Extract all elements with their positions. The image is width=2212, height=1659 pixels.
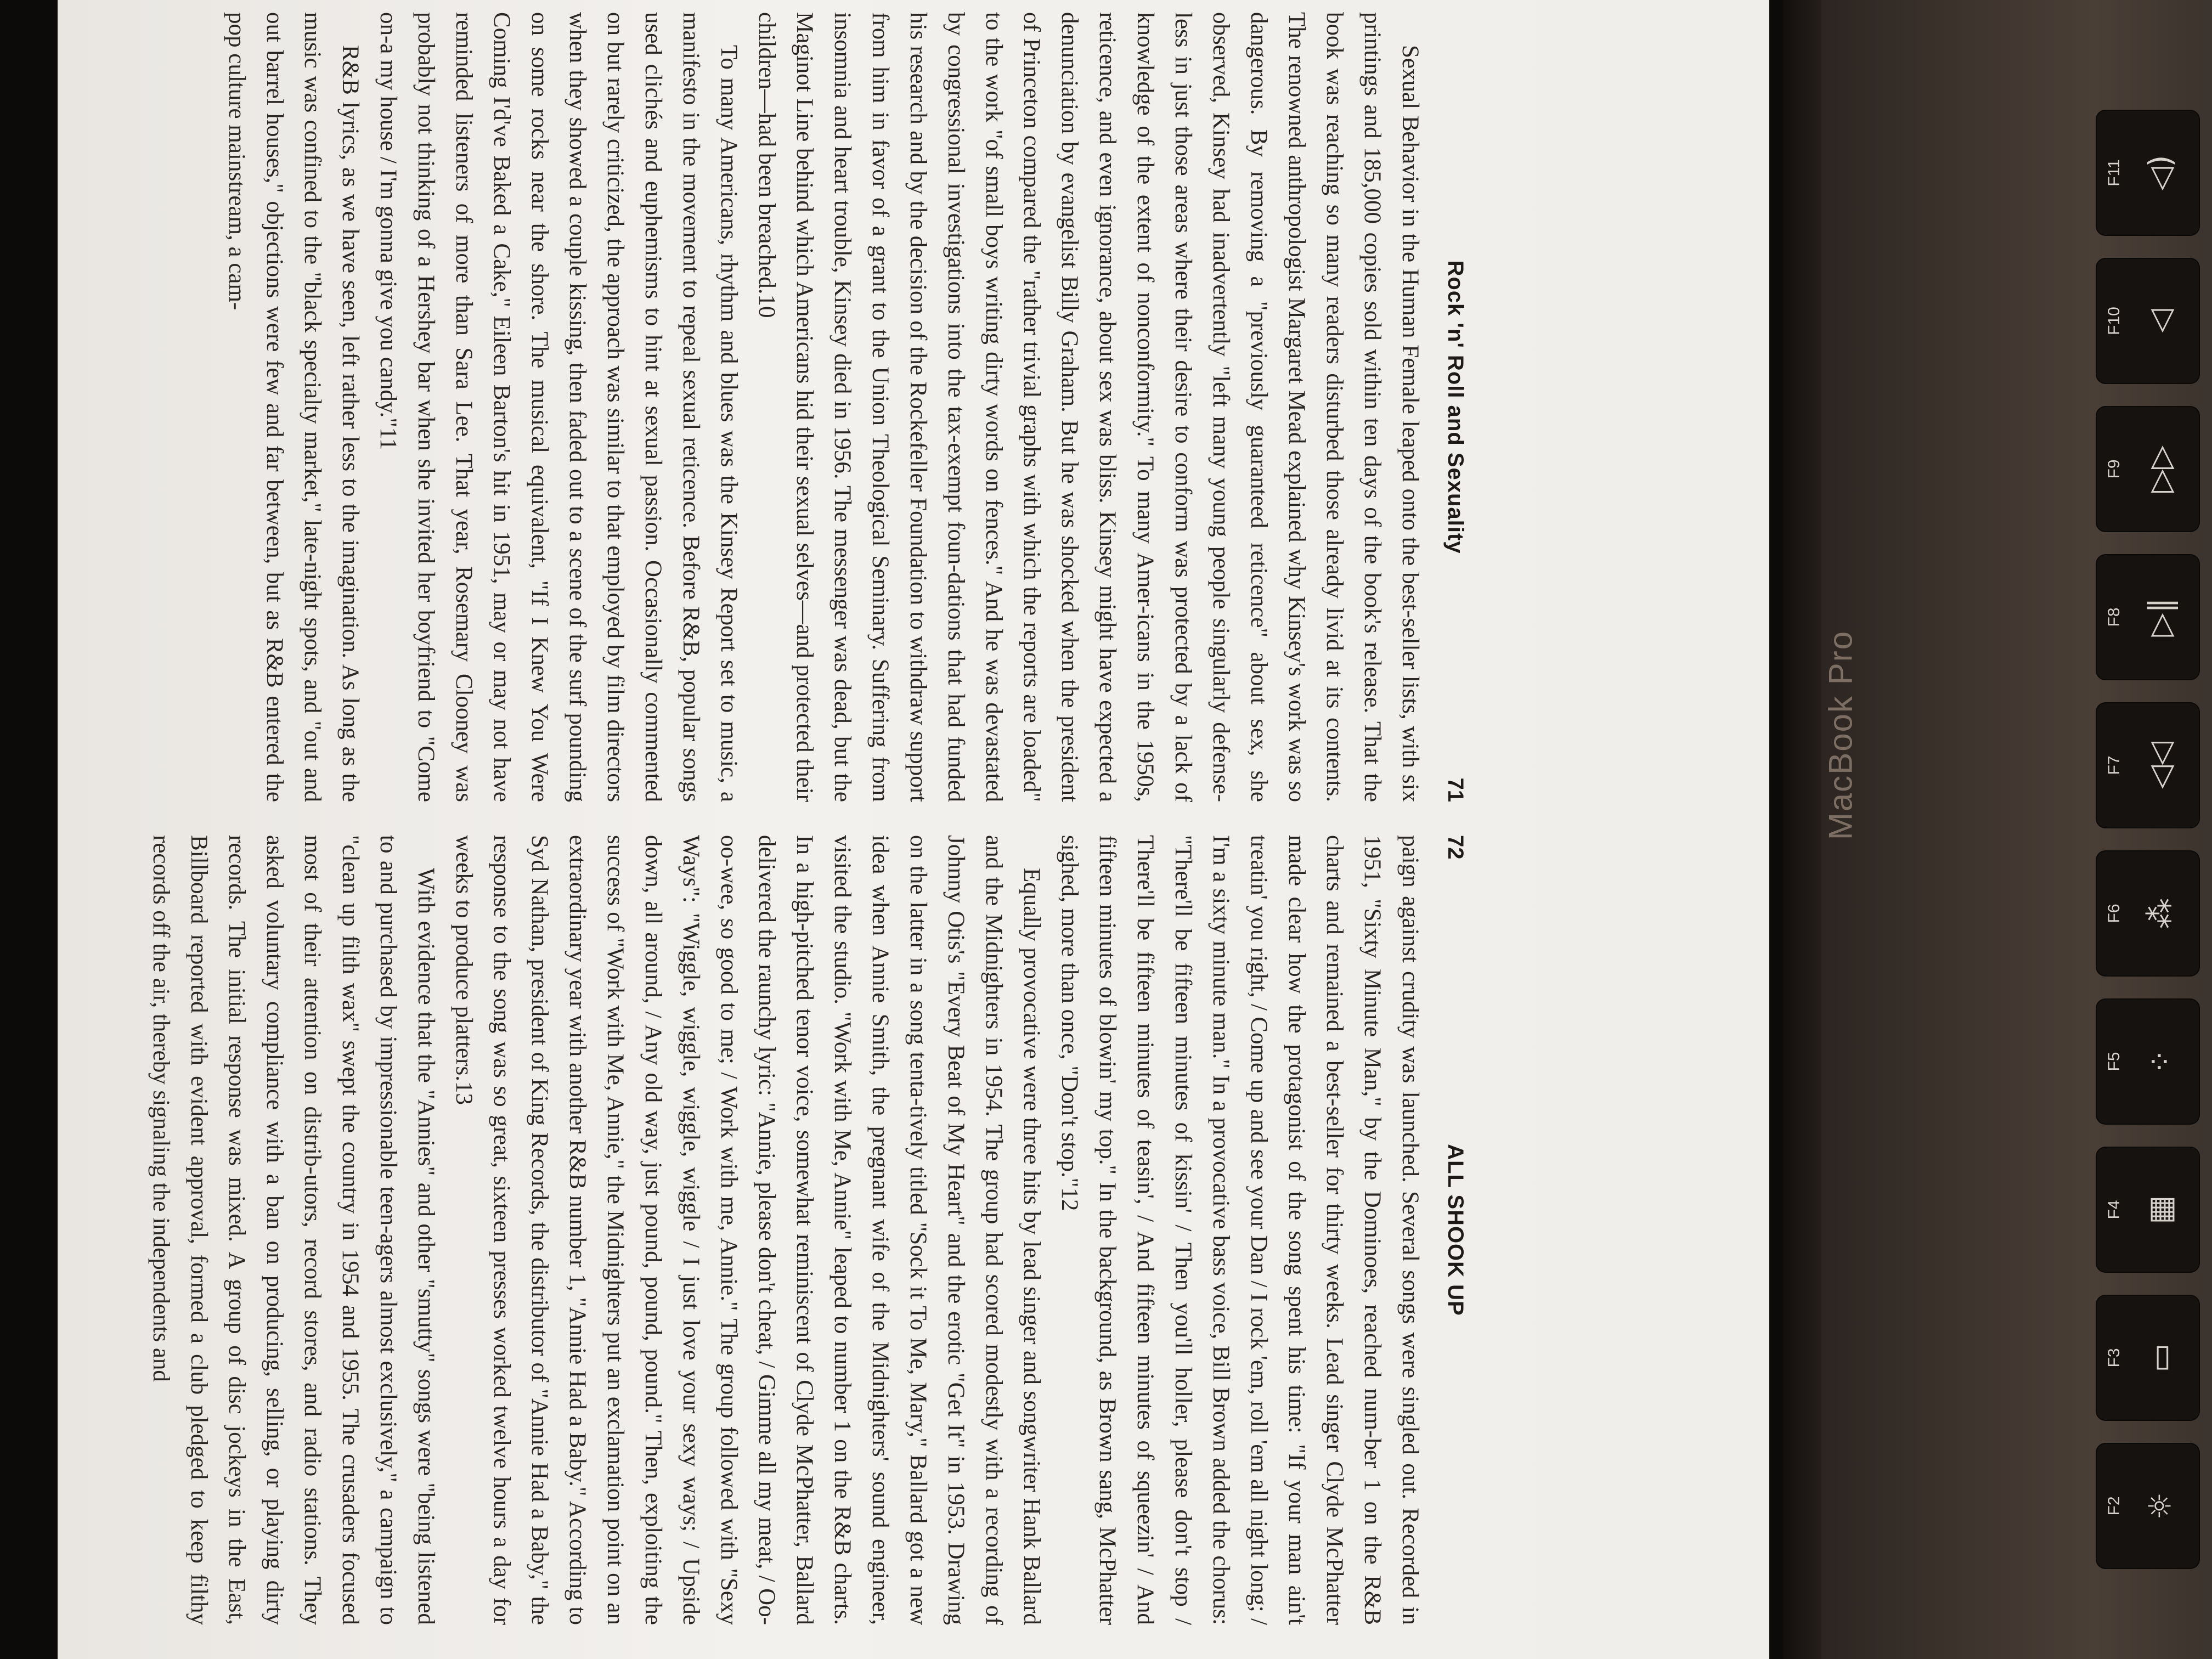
right-page [0,835,1473,1625]
left-running-head-title: Rock 'n' Roll and Sexuality [1443,260,1468,554]
left-page [0,12,1473,802]
key-label: F5 [2105,1052,2124,1071]
volume-down-icon: ◁) [2142,155,2179,191]
mission-control-icon: ▭ [2142,1343,2179,1373]
keyboard-backlight-up-icon: ⁂ [2142,898,2179,929]
key-label: F6 [2105,904,2124,923]
ebook-page-area[interactable] [58,0,1769,1659]
key-f7[interactable] [2096,702,2200,828]
paragraph: To many Americans, rhythm and blues was the Kinsey Report set to music, a manifesto in the movement to repeal sexual reticence. Before R&B, popular songs used clichés and euphemisms to hint at sexual passion. Occasionally commented on but rarely criticized, the approach was similar to that employed by film directors when they showed a couple kissing, then faded out to a scene of the surf pounding on some rocks near the shore. The musical equivalent, "If I Knew You Were Coming I'd've Baked a Cake," Eileen Barton's hit in 1951, may or may not have reminded listeners of more than Sara Lee. That year, Rosemary Clooney was probably not thinking of a Hershey bar when she invited her boyfriend to "Come on-a my house / I'm gonna give you candy."11 [375,12,742,802]
key-label: F7 [2105,755,2124,775]
paragraph: R&B lyrics, as we have seen, left rather less to the imagination. As long as the music was confined to the "black specialty market," late-night spots, and "out and out barrel houses," objections were few and far between, but as R&B entered the pop culture mainstream, a cam- [224,12,363,802]
left-page-number: 71 [1443,777,1468,802]
brightness-up-icon: ☼ [2142,1492,2179,1520]
key-label: F2 [2105,1496,2124,1516]
key-label: F4 [2105,1200,2124,1220]
key-f5[interactable] [2096,998,2200,1125]
left-page-body [218,12,1429,802]
right-page-number: 72 [1443,835,1468,860]
rewind-icon: ◁◁ [2142,741,2179,789]
mute-icon: ◁ [2142,309,2179,333]
left-running-header [1429,12,1473,802]
key-label: F3 [2105,1348,2124,1368]
brand-label: MacBook Pro [1822,630,1859,840]
key-label: F10 [2105,307,2124,335]
key-f4[interactable] [2096,1147,2200,1273]
right-running-header [1429,835,1473,1625]
key-f6[interactable] [2096,850,2200,977]
play-pause-icon: ▷‖ [2142,597,2179,637]
key-f9[interactable] [2096,406,2200,532]
keyboard-backlight-down-icon: ⁘ [2142,1048,2179,1075]
key-f10[interactable] [2096,258,2200,384]
paragraph: Sexual Behavior in the Human Female leaped onto the best-seller lists, with six printings and 185,000 copies sold within ten days of the book's release. That the book was reaching so many readers disturbed those already livid at its contents. The renowned anthropologist Margaret Mead explained why Kinsey's work was so dangerous. By removing a "previously guaranteed reticence" about sex, she observed, Kinsey had inadvertently "left many young people singularly defense-less in just those areas where their desire to conform was protected by a lack of knowledge of the extent of nonconformity." To many Amer-icans in the 1950s, reticence, and even ignorance, about sex was bliss. Kinsey might have expected a denunciation by evangelist Billy Graham. But he was shocked when the president of Princeton compared the "rather trivial graphs with which the reports are loaded" to the work "of small boys writing dirty words on fences." And he was devastated by congressional investigations into the tax-exempt foun-dations that had funded his research and by the decision of the Rockefeller Foundation to withdraw support from him in favor of a grant to the Union Theological Seminary. Suffering from insomnia and heart trouble, Kinsey died in 1956. The messenger was dead, but the Maginot Line behind which Americans hid their sexual selves—and protected their children—had been breached.10 [754,12,1423,802]
key-f8[interactable] [2096,554,2200,680]
paragraph: With evidence that the "Annies" and other "smutty" songs were "being listened to and purchased by impressionable teen-agers almost exclusively," a campaign to "clean up filth wax" swept the country in 1954 and 1955. The crusaders focused most of their attention on distrib-utors, record stores, and radio stations. They asked voluntary compliance with a ban on producing, selling, or playing dirty records. The initial response was mixed. A group of disc jockeys in the East, Billboard reported with evident approval, formed a club pledged to keep filthy records off the air, thereby signaling the independents and [148,835,439,1625]
fast-forward-icon: ▷▷ [2142,445,2179,493]
book-spread [0,12,1473,1630]
key-label: F9 [2105,459,2124,479]
paragraph: paign against crudity was launched. Several songs were singled out. Recorded in 1951, "Sixty Minute Man," by the Dominoes, reached num-ber 1 on the R&B charts and remained a best-seller for thirty weeks. Lead singer Clyde McPhatter made clear how the protagonist of the song spent his time: "If your man ain't treatin' you right, / Come up and see your Dan / I rock 'em, roll 'em all night long; / I'm a sixty minute man." In a provocative bass voice, Bill Brown added the chorus: "There'll be fifteen minutes of kissin' / Then you'll holler, please don't stop / There'll be fifteen minutes of teasin', / And fifteen minutes of squeezin' / And fifteen minutes of blowin' my top." In the background, as Brown sang, McPhatter sighed, more than once, "Don't stop."12 [1057,835,1423,1625]
key-f11[interactable] [2096,110,2200,236]
right-page-body [142,835,1429,1625]
key-label: F11 [2105,159,2124,187]
key-label: F8 [2105,607,2124,627]
right-running-head-title: ALL SHOOK UP [1443,1144,1468,1316]
launchpad-icon: ▦ [2142,1195,2179,1224]
key-f3[interactable] [2096,1295,2200,1421]
key-f2[interactable] [2096,1443,2200,1569]
paragraph: Equally provocative were three hits by lead singer and songwriter Hank Ballard and the Midnighters in 1954. The group had scored modestly with a recording of Johnny Otis's "Every Beat of My Heart" and the erotic "Get It" in 1953. Drawing on the latter in a song tenta-tively titled "Sock it To Me, Mary," Ballard got a new idea when Annie Smith, the pregnant wife of the Midnighters' sound engineer, visited the studio. "Work with Me, Annie" leaped to number 1 on the R&B charts. In a high-pitched tenor voice, somewhat reminiscent of Clyde McPhatter, Ballard delivered the raunchy lyric: "Annie, please don't cheat, / Gimme all my meat, / Oo-oo-wee, so good to me; / Work with me, Annie." The group followed with "Sexy Ways": "Wiggle, wiggle, wiggle, wiggle / I just love your sexy ways; / Upside down, all around, / Any old way, just pound, pound, pound." Then, exploiting the success of "Work with Me, Annie," the Midnighters put an exclamation point on an extraordinary year with another R&B number 1, "Annie Had a Baby." According to Syd Nathan, president of King Records, the distributor of "Annie Had a Baby," the response to the song was so great, sixteen presses worked twelve hours a day for weeks to produce platters.13 [451,835,1045,1625]
